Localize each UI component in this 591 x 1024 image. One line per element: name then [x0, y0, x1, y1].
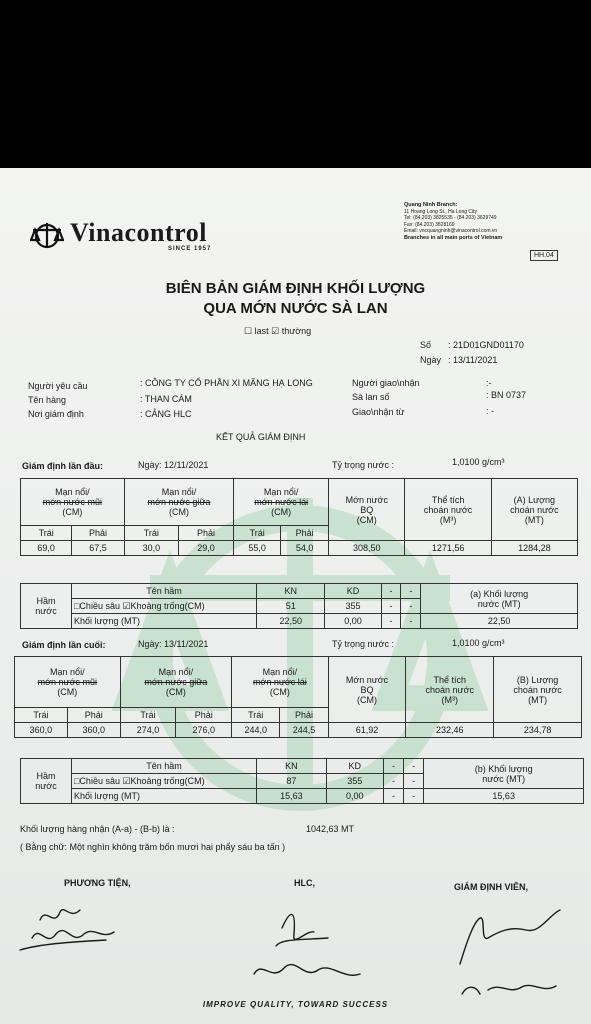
chieu-sau-label: □Chiều sâu ☑Khoảng trống(CM) [72, 774, 257, 789]
dash-cell: - [381, 599, 401, 614]
result-value: 15,63 [424, 789, 584, 804]
phai-header: Phải [280, 708, 328, 723]
value-cell: 360,0 [15, 723, 68, 738]
dash-cell: - [383, 774, 403, 789]
header-cell: (B) Lượng choán nước (MT) [494, 657, 582, 723]
branch-line: Tel: (84.203) 3825535 - (84.203) 3629749 [404, 215, 497, 221]
title-line1: BIÊN BẢN GIÁM ĐỊNH KHỐI LƯỢNG [165, 280, 426, 297]
giao-tu-value: : - [486, 406, 494, 416]
nguoi-giao-value: :- [486, 378, 492, 388]
last-ty-trong: 1,0100 g/cm³ [452, 638, 505, 648]
dash-cell: - [401, 599, 421, 614]
dash-cell: - [404, 789, 424, 804]
trai-header: Trái [124, 526, 178, 541]
header-cell: Thể tích choán nước (M³) [405, 479, 491, 541]
phai-header: Phải [67, 708, 120, 723]
kn-header: KN [257, 584, 325, 599]
trai-header: Trái [21, 526, 72, 541]
title-line2: QUA MỚN NƯỚC SÀ LAN [203, 300, 388, 317]
option-thuong: thường [281, 326, 312, 336]
value-cell: 232,46 [406, 723, 494, 738]
khoi-luong-label: Khối lượng (MT) [72, 789, 257, 804]
dash-cell: - [381, 614, 401, 629]
ngay-value: : 13/11/2021 [448, 355, 498, 365]
ngay-label: Ngày [420, 355, 442, 365]
branch-info [404, 202, 576, 241]
phai-header: Phải [176, 708, 232, 723]
trai-header: Trái [15, 708, 68, 723]
value-cell: 67,5 [72, 541, 124, 556]
nguoi-giao-label: Người giao\nhận [352, 378, 420, 388]
handwritten-signatures [10, 890, 590, 1005]
value-cell: 244,5 [280, 723, 328, 738]
value-cell: 274,0 [120, 723, 176, 738]
checkbox-checked-icon[interactable]: ☑ [271, 326, 280, 336]
ten-ham-header: Tên hầm [72, 584, 257, 599]
branch-line: Email: vncquangninh@vinacontrol.com.vn [404, 228, 498, 234]
dash-cell: - [383, 759, 403, 774]
sa-lan-label: Sà lan số [352, 392, 390, 402]
value-cell: 0,00 [326, 789, 383, 804]
so-label: Số [420, 340, 432, 350]
value-cell: 0,00 [325, 614, 381, 629]
sa-lan-value: : BN 0737 [486, 390, 527, 400]
first-draft-table [20, 478, 578, 556]
value-cell: 87 [257, 774, 327, 789]
phai-header: Phải [281, 526, 329, 541]
result-value: 22,50 [421, 614, 578, 629]
ham-label: Hầm nước [21, 759, 72, 804]
first-ty-trong-label: Tỷ trọng nước : [332, 460, 394, 470]
last-tank-table [20, 758, 584, 804]
dash-cell: - [401, 614, 421, 629]
ham-label: Hầm nước [21, 584, 72, 629]
value-cell: 1271,56 [405, 541, 491, 556]
value-cell: 360,0 [67, 723, 120, 738]
sig-phuong-tien: PHƯƠNG TIỆN, [64, 878, 131, 888]
value-cell: 234,78 [494, 723, 582, 738]
last-label: Giám định lần cuối: [22, 640, 106, 650]
dash-cell: - [404, 774, 424, 789]
noi-giam-dinh-label: Nơi giám định [28, 409, 84, 419]
dash-cell: - [401, 584, 421, 599]
giao-tu-label: Giao\nhận từ [352, 407, 405, 417]
sig-hlc: HLC, [294, 878, 315, 888]
value-cell: 29,0 [178, 541, 233, 556]
header-cell: Mớn nước BQ (CM) [328, 657, 406, 723]
header-cell: Mạn nổi/ mớn nước mũi (CM) [21, 479, 125, 526]
dash-cell: - [404, 759, 424, 774]
value-cell: 276,0 [176, 723, 232, 738]
last-draft-table [14, 656, 582, 738]
first-label: Giám định lần đầu: [22, 461, 104, 471]
ten-ham-header: Tên hầm [72, 759, 257, 774]
header-cell: Mớn nước BQ (CM) [329, 479, 405, 541]
value-cell: 69,0 [21, 541, 72, 556]
logo-text: Vinacontrol [70, 218, 207, 247]
type-options [244, 326, 311, 337]
trai-header: Trái [234, 526, 281, 541]
value-cell: 355 [325, 599, 381, 614]
noi-giam-dinh-value: : CẢNG HLC [140, 409, 192, 419]
summary-label: Khối lượng hàng nhận (A-a) - (B-b) là : [20, 824, 175, 834]
trai-header: Trái [232, 708, 280, 723]
kn-header: KN [257, 759, 327, 774]
sig-giam-dinh-vien: GIÁM ĐỊNH VIÊN, [454, 882, 529, 892]
dash-cell: - [383, 789, 403, 804]
result-header: (a) Khối lượng nước (MT) [421, 584, 578, 614]
value-cell: 355 [326, 774, 383, 789]
ten-hang-label: Tên hàng [28, 395, 67, 405]
header-cell: Mạn nổi/ mớn nước lái (CM) [232, 657, 329, 708]
checkbox-empty-icon[interactable]: ☐ [244, 326, 253, 336]
value-cell: 1284,28 [491, 541, 577, 556]
value-cell: 61,92 [328, 723, 406, 738]
value-cell: 244,0 [232, 723, 280, 738]
value-cell: 30,0 [124, 541, 178, 556]
value-cell: 55,0 [234, 541, 281, 556]
header-cell: Mạn nổi/ mớn nước lái (CM) [234, 479, 329, 526]
branch-line: Branches in all main ports of Vietnam [404, 234, 503, 241]
chieu-sau-label: □Chiều sâu ☑Khoảng trống(CM) [72, 599, 257, 614]
kd-header: KD [326, 759, 383, 774]
branch-line: Fax: (84.203) 3828169 [404, 221, 455, 228]
nguoi-yeu-cau-label: Người yêu cầu [28, 381, 88, 391]
value-cell: 22,50 [257, 614, 325, 629]
header-cell: Mạn nổi/ mớn nước giữa (CM) [124, 479, 233, 526]
value-cell: 15,63 [257, 789, 327, 804]
phai-header: Phải [178, 526, 233, 541]
result-header: (b) Khối lượng nước (MT) [424, 759, 584, 789]
header-cell: Mạn nổi/ mớn nước giữa (CM) [120, 657, 231, 708]
branch-title: Quang Ninh Branch: [404, 202, 458, 208]
summary-words: ( Bằng chữ: Một nghìn không trăm bốn mươi hai phẩy sáu ba tấn ) [20, 842, 286, 852]
kd-header: KD [325, 584, 381, 599]
khoi-luong-label: Khối lượng (MT) [72, 614, 257, 629]
phai-header: Phải [72, 526, 124, 541]
last-date: Ngày: 13/11/2021 [138, 639, 209, 649]
document-paper [0, 168, 591, 1024]
nguoi-yeu-cau-value: : CÔNG TY CỔ PHẦN XI MĂNG HẠ LONG [140, 378, 313, 388]
header-cell: Mạn nổi/ mớn nước mũi (CM) [15, 657, 121, 708]
header-cell: Thể tích choán nước (M³) [406, 657, 494, 723]
last-ty-trong-label: Tỷ trọng nước : [332, 639, 394, 649]
option-last: last [254, 326, 269, 336]
form-code: HH.04 [530, 250, 558, 261]
first-ty-trong: 1,0100 g/cm³ [452, 457, 505, 467]
trai-header: Trái [120, 708, 176, 723]
value-cell: 54,0 [281, 541, 329, 556]
summary-value: 1042,63 MT [306, 824, 355, 834]
scale-logo-icon [30, 221, 64, 249]
header-cell: (A) Lượng choán nước (MT) [491, 479, 577, 541]
first-tank-table [20, 583, 578, 629]
branch-line: 11 Hoang Long St., Ha Long City [404, 208, 478, 215]
since-text: SINCE 1957 [168, 246, 212, 252]
value-cell: 51 [257, 599, 325, 614]
value-cell: 308,50 [329, 541, 405, 556]
footer-slogan: IMPROVE QUALITY, TOWARD SUCCESS [202, 1000, 389, 1009]
ten-hang-value: : THAN CÁM [140, 394, 192, 404]
so-value: : 21D01GND01170 [448, 340, 524, 350]
ket-qua-heading: KẾT QUẢ GIÁM ĐỊNH [216, 432, 306, 442]
vinacontrol-logo [30, 218, 207, 249]
dash-cell: - [381, 584, 401, 599]
first-date: Ngày: 12/11/2021 [138, 460, 209, 470]
